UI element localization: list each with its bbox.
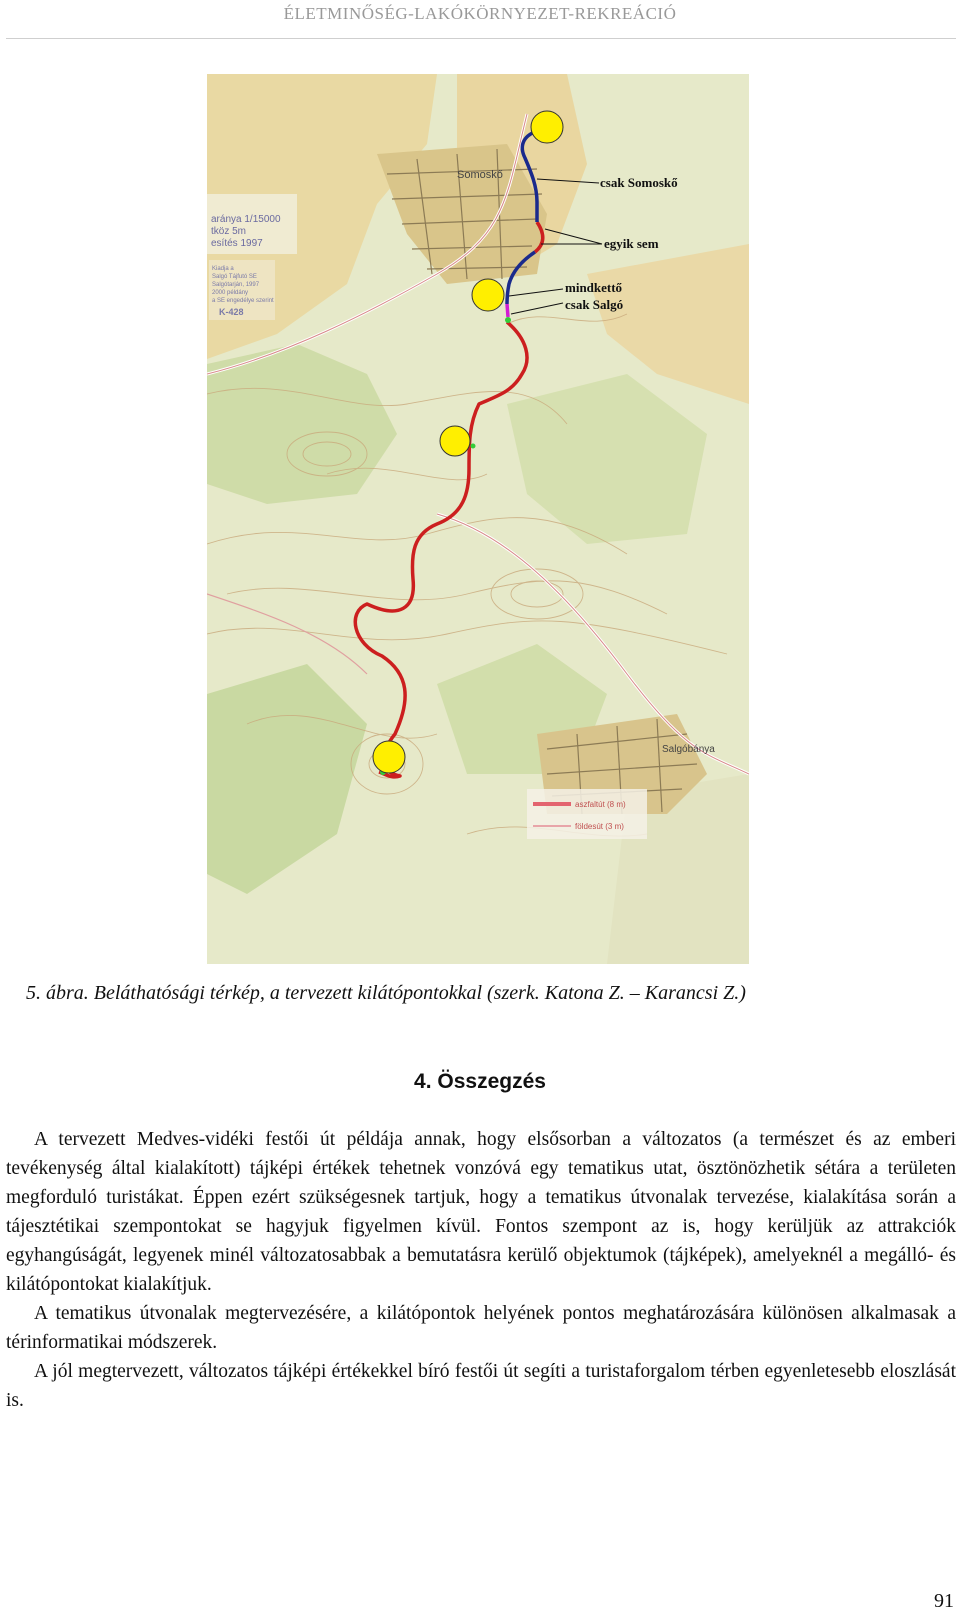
svg-text:a SE engedélye szerint: a SE engedélye szerint xyxy=(212,298,274,304)
body-text xyxy=(6,1125,956,1415)
svg-text:Salgótarján, 1997: Salgótarján, 1997 xyxy=(212,282,260,288)
paragraph-3: A jól megtervezett, változatos tájképi értékekkel bíró festői út segíti a turistaforgalom térben egyenletesebb eloszlását is. xyxy=(6,1361,956,1411)
header-rule xyxy=(6,38,956,39)
svg-text:Kiadja a: Kiadja a xyxy=(212,266,234,272)
page-number: 91 xyxy=(934,1590,954,1612)
map-source-note xyxy=(209,260,275,320)
visibility-map xyxy=(207,74,749,964)
svg-text:K-428: K-428 xyxy=(219,307,244,317)
figure-caption: 5. ábra. Beláthatósági térkép, a tervezett kilátópontokkal (szerk. Katona Z. – Karancsi Z.) xyxy=(26,982,746,1004)
paragraph-1: A tervezett Medves-vidéki festői út példája annak, hogy elsősorban a változatos (a természet és az emberi tevékenység által kialakított) tájképi értékek tehetnek vonzóvá egy tematikus utat, ösztönözhetik sétára a területen megforduló turistákat. Éppen ezért szükségesnek tartjuk, hogy a tematikus útvonalak tervezése, kialakítása során a tájesztétikai szempontokat se hagyjuk figyelmen kívül. Fontos szempont az is, hogy kerüljük az attrakciók egyhangúságát, legyenek minél változatosabbak a bemutatásra kerülő objektumok (tájképek), amelyeknél a megálló- és kilátópontokat kialakítjuk. xyxy=(6,1129,956,1295)
paragraph-2: A tematikus útvonalak megtervezésére, a kilátópontok helyének pontos meghatározására különösen alkalmasak a térinformatikai módszerek. xyxy=(6,1303,956,1353)
place-label-salgobanya: Salgóbánya xyxy=(662,744,715,755)
marker-green-2 xyxy=(471,444,476,449)
place-label-somosko: Somoskő xyxy=(457,169,503,181)
route-magenta xyxy=(507,304,508,317)
viewpoint-marker-4 xyxy=(373,741,405,773)
svg-text:2000 példány: 2000 példány xyxy=(212,290,249,296)
info-box-line-3: esítés 1997 xyxy=(211,238,263,249)
annotation-only-somosko: csak Somoskő xyxy=(600,175,678,190)
marker-green-1 xyxy=(505,317,511,323)
legend-label-dirt: földesút (3 m) xyxy=(575,822,624,831)
map-svg xyxy=(207,74,749,964)
annotation-both: mindkettő xyxy=(565,280,623,295)
viewpoint-marker-1 xyxy=(531,111,563,143)
running-header: ÉLETMINŐSÉG-LAKÓKÖRNYEZET-REKREÁCIÓ xyxy=(283,4,677,23)
map-legend xyxy=(527,789,647,839)
annotation-only-salgo: csak Salgó xyxy=(565,297,624,312)
viewpoint-marker-2 xyxy=(472,279,504,311)
map-info-box xyxy=(207,194,297,254)
svg-text:Salgó Tájfutó SE: Salgó Tájfutó SE xyxy=(212,274,257,280)
section-title: 4. Összegzés xyxy=(414,1070,546,1093)
legend-label-asphalt: aszfaltút (8 m) xyxy=(575,800,626,809)
viewpoint-marker-3 xyxy=(440,426,470,456)
info-box-line-1: aránya 1/15000 xyxy=(211,214,281,225)
annotation-neither: egyik sem xyxy=(604,236,659,251)
info-box-line-2: tköz 5m xyxy=(211,226,247,237)
